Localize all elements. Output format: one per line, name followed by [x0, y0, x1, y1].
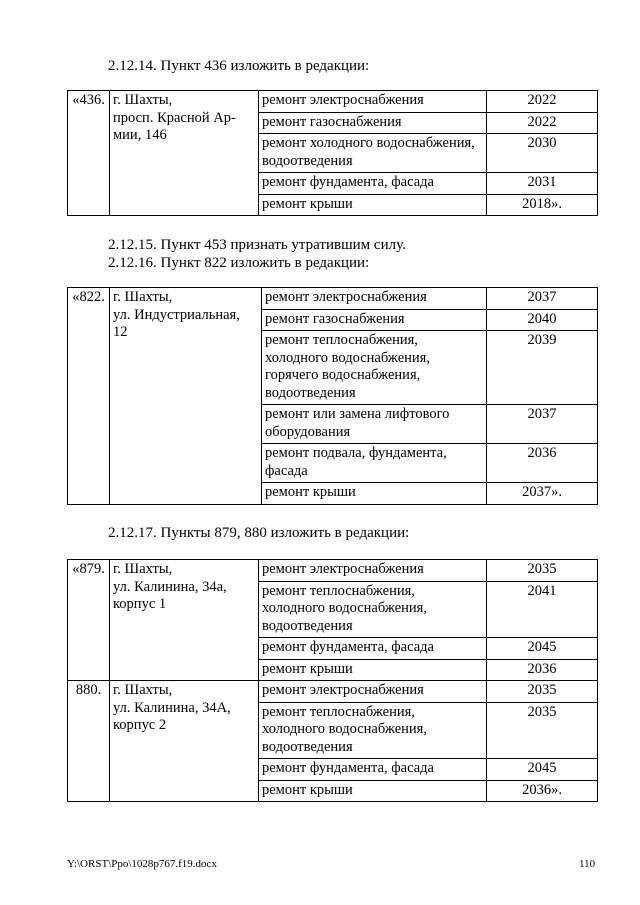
work-type-cell-line: ремонт теплоснабжения, [262, 703, 415, 720]
year-cell: 2041 [487, 581, 598, 638]
item-number: «879. [68, 560, 110, 681]
work-type-cell-line: ремонт подвала, фундамента, [265, 445, 447, 461]
table-row [68, 288, 598, 310]
year-cell: 2037 [487, 405, 598, 444]
work-type-cell [259, 759, 487, 781]
table-item-822 [67, 287, 598, 505]
work-type-cell [259, 638, 487, 660]
year-cell: 2035 [487, 702, 598, 759]
work-type-cell [259, 560, 487, 582]
address-cell-line: г. Шахты, [113, 682, 173, 698]
work-type-cell-line: ремонт фундамента, фасада [262, 174, 434, 190]
work-type-cell [262, 309, 487, 331]
year-cell: 2018». [487, 194, 598, 216]
work-type-cell [259, 194, 487, 216]
item-number: «822. [68, 288, 110, 505]
year-cell: 2022 [487, 91, 598, 113]
address-cell-line: корпус 1 [113, 596, 167, 612]
table-row [68, 91, 598, 113]
year-cell: 2036 [487, 659, 598, 681]
work-type-cell [262, 444, 487, 483]
work-type-cell-line: ремонт электроснабжения [265, 289, 427, 305]
work-type-cell [259, 702, 487, 759]
work-type-cell [259, 134, 487, 173]
address-cell-line: ул. Калинина, 34А, [113, 699, 231, 716]
year-cell: 2037 [487, 288, 598, 310]
table-item-436 [67, 90, 598, 216]
address-cell-line: ул. Индустриальная, [113, 306, 240, 323]
work-type-cell-line: ремонт фундамента, фасада [262, 760, 434, 776]
year-cell: 2036». [487, 780, 598, 802]
work-type-cell [259, 681, 487, 703]
work-type-cell-line: ремонт крыши [262, 195, 353, 212]
paragraph-2-12-16: 2.12.16. Пункт 822 изложить в редакции: [108, 255, 370, 271]
year-cell: 2031 [487, 173, 598, 195]
work-type-cell-line: ремонт газоснабжения [262, 113, 402, 130]
work-type-cell-line: фасада [265, 462, 308, 479]
work-type-cell-line: холодного водоснабжения, [262, 721, 427, 737]
work-type-cell-line: холодного водоснабжения, [262, 600, 427, 616]
work-type-cell [262, 483, 487, 505]
table-row [68, 560, 598, 582]
work-type-cell [262, 331, 487, 405]
year-cell: 2036 [487, 444, 598, 483]
item-number: 880. [68, 681, 110, 802]
work-type-cell-line: ремонт или замена лифтового [265, 406, 450, 422]
address-cell [110, 560, 259, 681]
address-cell-line: мии, 146 [113, 127, 167, 143]
paragraph-2-12-15: 2.12.15. Пункт 453 признать утратившим силу. [108, 237, 406, 253]
year-cell: 2045 [487, 638, 598, 660]
work-type-cell-line: ремонт электроснабжения [262, 682, 424, 698]
table-items-879-880 [67, 559, 598, 802]
work-type-cell [259, 91, 487, 113]
address-cell [110, 288, 262, 505]
footer-file-path: Y:\ORST\Ppo\1028p767.f19.docx [67, 858, 217, 870]
year-cell: 2035 [487, 681, 598, 703]
work-type-cell-line: водоотведения [262, 617, 353, 634]
work-type-cell [259, 112, 487, 134]
year-cell: 2030 [487, 134, 598, 173]
work-type-cell [259, 173, 487, 195]
work-type-cell-line: ремонт электроснабжения [262, 92, 424, 108]
work-type-cell-line: ремонт электроснабжения [262, 561, 424, 577]
address-cell-line: г. Шахты, [113, 289, 173, 305]
year-cell: 2045 [487, 759, 598, 781]
work-type-cell-line: холодного водоснабжения, [265, 349, 430, 366]
footer-page-number: 110 [579, 858, 596, 870]
work-type-cell-line: ремонт крыши [262, 781, 353, 798]
work-type-cell [262, 288, 487, 310]
work-type-cell-line: ремонт крыши [262, 660, 353, 677]
table-row [68, 681, 598, 703]
year-cell: 2022 [487, 112, 598, 134]
address-cell [110, 91, 259, 216]
work-type-cell [259, 780, 487, 802]
address-cell-line: корпус 2 [113, 717, 167, 733]
address-cell-line: просп. Красной Ар- [113, 109, 236, 126]
year-cell: 2037». [487, 483, 598, 505]
address-cell [110, 681, 259, 802]
work-type-cell-line: водоотведения [262, 152, 353, 169]
work-type-cell-line: водоотведения [265, 384, 356, 401]
work-type-cell-line: ремонт крыши [265, 484, 356, 500]
address-cell-line: г. Шахты, [113, 561, 173, 577]
work-type-cell [259, 659, 487, 681]
item-number: «436. [68, 91, 110, 216]
work-type-cell-line: горячего водоснабжения, [265, 367, 421, 383]
paragraph-2-12-17: 2.12.17. Пункты 879, 880 изложить в редакции: [108, 525, 410, 541]
work-type-cell-line: ремонт фундамента, фасада [262, 639, 434, 655]
year-cell: 2035 [487, 560, 598, 582]
work-type-cell-line: ремонт теплоснабжения, [262, 582, 415, 599]
work-type-cell-line: оборудования [265, 423, 351, 440]
work-type-cell-line: ремонт холодного водоснабжения, [262, 135, 475, 151]
work-type-cell [259, 581, 487, 638]
work-type-cell-line: ремонт теплоснабжения, [265, 332, 418, 348]
address-cell-line: 12 [113, 324, 128, 340]
year-cell: 2039 [487, 331, 598, 405]
paragraph-2-12-14: 2.12.14. Пункт 436 изложить в редакции: [108, 58, 370, 74]
work-type-cell-line: ремонт газоснабжения [265, 310, 405, 327]
work-type-cell-line: водоотведения [262, 738, 353, 755]
year-cell: 2040 [487, 309, 598, 331]
address-cell-line: ул. Калинина, 34а, [113, 578, 227, 595]
work-type-cell [262, 405, 487, 444]
address-cell-line: г. Шахты, [113, 92, 173, 108]
